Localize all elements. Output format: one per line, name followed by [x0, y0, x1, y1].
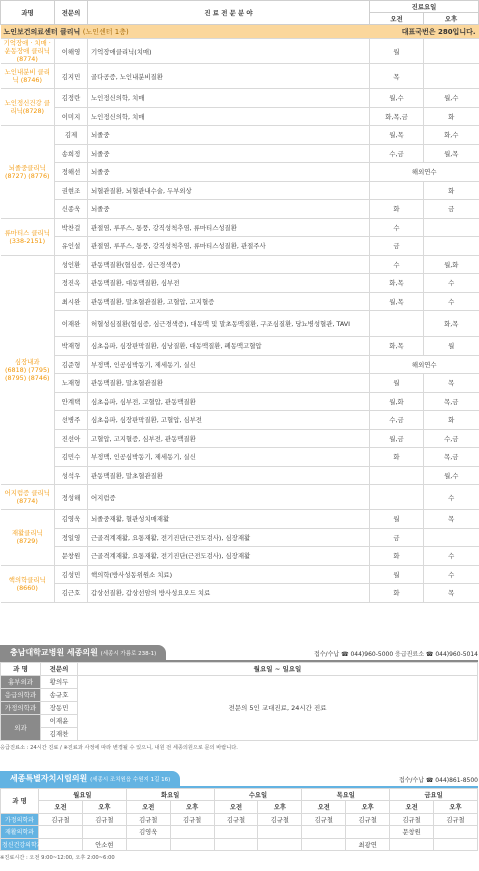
slot-cell	[434, 826, 478, 839]
table-row	[1, 218, 479, 237]
specialty-cell: 뇌졸중재활, 혈관성치매재활	[88, 510, 370, 529]
am-cell: 수,금	[370, 411, 424, 430]
specialty-cell: 기억장애클리닉(치매)	[88, 39, 370, 64]
specialty-cell: 관동맥질환, 말초혈관질환	[88, 374, 370, 393]
doctor-cell: 진선아	[55, 429, 88, 448]
slot-cell	[39, 826, 83, 839]
header-dept: 과 명	[1, 788, 39, 813]
pm-cell: 월	[424, 337, 479, 356]
table-row	[1, 547, 479, 566]
pm-cell: 수	[424, 485, 479, 510]
header-am: 오전	[302, 801, 346, 814]
specialty-cell: 골다공증, 노인내분비질환	[88, 64, 370, 89]
slot-cell: 안소현	[82, 838, 126, 851]
slot-cell	[390, 838, 434, 851]
doctor-cell: 정일영	[55, 528, 88, 547]
pm-cell: 수,금	[424, 429, 479, 448]
city-clinic-name: 세종특별자치시립의원	[10, 773, 88, 783]
table-row	[1, 39, 479, 64]
am-cell: 수	[370, 218, 424, 237]
header-pm: 오후	[434, 801, 478, 814]
pm-cell: 월,목	[424, 144, 479, 163]
dept-cell: 심장내과 (6818) (7795) (8795) (8746)	[1, 255, 55, 485]
header-am: 오전	[39, 801, 83, 814]
am-cell: 목	[370, 64, 424, 89]
sejong-clinic-address: (세종시 가름로 238-1)	[100, 650, 157, 657]
specialty-cell: 관절염, 루푸스, 통풍, 강직성척추염, 류마티스성질환, 관절주사	[88, 237, 370, 256]
am-cell: 금	[370, 528, 424, 547]
am-cell: 월,목	[370, 292, 424, 311]
pm-cell: 수	[424, 274, 479, 293]
header-doctor: 전문의	[41, 662, 78, 675]
pm-cell: 수	[424, 292, 479, 311]
slot-cell: 김규철	[170, 813, 214, 826]
sejong-clinic-header	[0, 645, 478, 662]
specialty-cell: 부정맥, 인공심박동기, 제세동기, 실신	[88, 448, 370, 467]
specialty-cell: 노인정신의학, 치매	[88, 107, 370, 126]
doctor-cell: 이재완	[55, 311, 88, 337]
dept-cell: 흉부외과	[1, 675, 41, 688]
table-row	[1, 510, 479, 529]
pm-cell	[424, 64, 479, 89]
doctor-cell: 이해영	[55, 39, 88, 64]
slot-cell	[126, 838, 170, 851]
doctor-cell: 정성해	[55, 485, 88, 510]
header-doctor: 전문의	[55, 1, 88, 25]
band-sub: (노인센터 1층)	[82, 27, 129, 36]
slot-cell: 김규철	[302, 813, 346, 826]
table-row	[1, 64, 479, 89]
header-pm: 오후	[170, 801, 214, 814]
specialty-cell: 근골격계재활, 요통재활, 전기진단(근전도검사), 심장재활	[88, 547, 370, 566]
dept-cell: 가정의학과	[1, 813, 39, 826]
slot-cell	[258, 826, 302, 839]
doctor-cell: 이미지	[55, 107, 88, 126]
doctor-cell: 최시완	[55, 292, 88, 311]
am-cell	[370, 311, 424, 337]
slot-cell: 김규철	[390, 813, 434, 826]
doctor-cell: 이재윤	[41, 714, 78, 727]
am-cell	[370, 466, 424, 485]
am-cell: 월	[370, 39, 424, 64]
slot-cell: 김규철	[434, 813, 478, 826]
header-day: 수요일	[214, 788, 302, 801]
slot-cell	[346, 826, 390, 839]
sejong-clinic-table	[0, 662, 478, 741]
header-am: 오전	[370, 13, 424, 25]
doctor-cell: 유인설	[55, 237, 88, 256]
specialty-cell: 노인정신의학, 치매	[88, 89, 370, 108]
table-row	[1, 107, 479, 126]
header-pm: 오후	[424, 13, 479, 25]
header-am: 오전	[214, 801, 258, 814]
pm-cell	[424, 39, 479, 64]
table-row	[1, 89, 479, 108]
table-row	[1, 355, 479, 374]
specialty-cell: 근골격계재활, 요통재활, 전기진단(근전도검사), 심장재활	[88, 528, 370, 547]
header-specialty: 진 료 전 문 분 야	[88, 1, 370, 25]
table-row	[1, 274, 479, 293]
am-cell: 수,금	[370, 144, 424, 163]
specialty-cell: 심초음파, 심부전, 고혈압, 관동맥질환	[88, 392, 370, 411]
doctor-cell: 선병주	[55, 411, 88, 430]
dept-cell: 가정의학과	[1, 701, 41, 714]
table-row	[1, 163, 479, 182]
specialty-cell: 관절염, 루푸스, 통풍, 강직성척추염, 류마티스성질환	[88, 218, 370, 237]
doctor-cell: 김성민	[55, 565, 88, 584]
doctor-cell: 노재형	[55, 374, 88, 393]
am-cell: 화	[370, 448, 424, 467]
am-cell	[370, 485, 424, 510]
specialty-cell: 관동맥질환(협심증, 심근경색증)	[88, 255, 370, 274]
city-clinic-contact: 접수/수납 ☎ 044)861-8500	[398, 776, 478, 784]
am-cell: 월	[370, 374, 424, 393]
header-day: 월요일	[39, 788, 127, 801]
pm-cell: 목	[424, 510, 479, 529]
band-title: 노인보건의료센터 클리닉	[3, 27, 81, 36]
header-day: 목요일	[302, 788, 390, 801]
doctor-cell: 성석우	[55, 466, 88, 485]
sejong-clinic-note: 응급진료소 : 24시간 진료 / ※진료과 사정에 따라 변경될 수 있으니, 내원 전 세종의원으로 문의 바랍니다.	[0, 744, 238, 751]
table-row	[1, 838, 478, 851]
header-day: 금요일	[390, 788, 478, 801]
doctor-cell: 권현조	[55, 181, 88, 200]
table-row	[1, 126, 479, 145]
header-pm: 오후	[258, 801, 302, 814]
table-row	[1, 429, 479, 448]
specialty-cell: 갑상선질환, 갑상선암의 방사성요오드 치료	[88, 584, 370, 603]
table-row	[1, 411, 479, 430]
pm-cell: 화	[424, 411, 479, 430]
pm-cell: 화,수	[424, 126, 479, 145]
doctor-cell: 문창원	[55, 547, 88, 566]
dept-cell: 기억장애 · 치매 · 운동장애 클리닉(8774)	[1, 39, 55, 64]
specialty-cell: 심초음파, 심장판막질환, 고혈압, 심부전	[88, 411, 370, 430]
sejong-clinic-title	[0, 645, 166, 660]
slot-cell: 김규철	[126, 813, 170, 826]
city-clinic-address: (세종시 조치원읍 수원지 1길 16)	[90, 776, 171, 783]
am-cell: 금	[370, 237, 424, 256]
specialty-cell: 뇌혈관질환, 뇌혈관내수술, 두부외상	[88, 181, 370, 200]
am-cell: 월	[370, 565, 424, 584]
doctor-cell: 박찬걸	[55, 218, 88, 237]
pm-cell: 화	[424, 107, 479, 126]
slot-cell: 김규철	[82, 813, 126, 826]
specialty-cell: 관동맥질환, 말초혈관질환	[88, 466, 370, 485]
table-row	[1, 528, 479, 547]
pm-cell: 목,금	[424, 392, 479, 411]
dept-cell: 노인정신건강 클리닉(8728)	[1, 89, 55, 126]
slot-cell	[170, 826, 214, 839]
table-row	[1, 237, 479, 256]
table-row	[1, 675, 478, 688]
slot-cell: 김규철	[258, 813, 302, 826]
header-dept: 과명	[1, 1, 55, 25]
pm-cell: 목	[424, 584, 479, 603]
table-row	[1, 200, 479, 219]
doctor-cell: 김지민	[55, 64, 88, 89]
doctor-cell: 김영욱	[55, 510, 88, 529]
specialty-cell: 허혈성심질환(협심증, 심근경색증), 대동맥 및 말초동맥질환, 구조심질환, 당뇨병성혈관, TAVI	[88, 311, 370, 337]
sejong-clinic-name: 충남대학교병원 세종의원	[10, 647, 98, 657]
doctor-cell: 황의두	[41, 675, 78, 688]
doctor-cell: 장동민	[41, 701, 78, 714]
slot-cell	[214, 826, 258, 839]
city-clinic-title	[0, 771, 180, 786]
dept-cell: 노인내분비 클리닉 (8746)	[1, 64, 55, 89]
table-row	[1, 181, 479, 200]
pm-cell	[424, 218, 479, 237]
slot-cell	[302, 826, 346, 839]
specialty-cell: 부정맥, 인공심박동기, 제세동기, 실신	[88, 355, 370, 374]
table-row	[1, 255, 479, 274]
slot-cell	[434, 838, 478, 851]
doctor-cell: 송규호	[41, 688, 78, 701]
slot-cell	[258, 838, 302, 851]
doctor-cell: 김근호	[55, 584, 88, 603]
pm-cell: 수	[424, 565, 479, 584]
doctor-cell: 안계택	[55, 392, 88, 411]
am-cell: 수	[370, 255, 424, 274]
slot-cell	[39, 838, 83, 851]
am-cell: 화	[370, 584, 424, 603]
header-day: 월요일 ~ 일요일	[78, 662, 478, 675]
section-band	[1, 25, 479, 39]
dept-cell: 응급의학과	[1, 688, 41, 701]
am-cell: 화,목	[370, 274, 424, 293]
table-row	[1, 565, 479, 584]
table-row	[1, 144, 479, 163]
doctor-cell: 정해선	[55, 163, 88, 182]
pm-cell: 수	[424, 547, 479, 566]
dept-cell: 류마티스 클리닉 (338-2151)	[1, 218, 55, 255]
specialty-cell: 관동맥질환, 대동맥질환, 심부전	[88, 274, 370, 293]
pm-cell: 월,수	[424, 466, 479, 485]
doctor-cell: 박재형	[55, 337, 88, 356]
dept-cell: 재활클리닉 (8729)	[1, 510, 55, 566]
slot-cell	[302, 838, 346, 851]
slot-cell: 최광연	[346, 838, 390, 851]
sejong-clinic-contact: 접수/수납 ☎ 044)960-5000 응급진료소 ☎ 044)960-5014	[313, 650, 478, 658]
header-day: 화요일	[126, 788, 214, 801]
header-am: 오전	[390, 801, 434, 814]
table-row	[1, 337, 479, 356]
table-row	[1, 392, 479, 411]
specialty-cell: 심초음파, 심장판막질환, 심낭질환, 대동맥질환, 폐동맥고혈압	[88, 337, 370, 356]
dept-cell: 핵의학클리닉 (8660)	[1, 565, 55, 602]
header-day: 진료요일	[370, 1, 479, 13]
header-pm: 오후	[82, 801, 126, 814]
pm-cell: 월,수	[424, 89, 479, 108]
doctor-cell: 송희정	[55, 144, 88, 163]
dept-cell: 외과	[1, 714, 41, 740]
header-am: 오전	[126, 801, 170, 814]
doctor-cell: 김제	[55, 126, 88, 145]
dept-cell: 뇌졸중클리닉 (8727) (8776)	[1, 126, 55, 219]
dept-cell: 어지럼증 클리닉(8774)	[1, 485, 55, 510]
specialty-cell: 핵의학(방사성동위원소 치료)	[88, 565, 370, 584]
specialty-cell: 뇌졸중	[88, 144, 370, 163]
slot-cell	[82, 826, 126, 839]
slot-cell	[214, 838, 258, 851]
header-pm: 오후	[346, 801, 390, 814]
pm-cell: 화	[424, 181, 479, 200]
am-cell: 월,화	[370, 392, 424, 411]
specialty-cell: 관동맥질환, 말초혈관질환, 고혈압, 고지혈증	[88, 292, 370, 311]
table-row	[1, 311, 479, 337]
header-dept: 과 명	[1, 662, 41, 675]
doctor-cell: 김재찬	[41, 727, 78, 740]
pm-cell: 월,화	[424, 255, 479, 274]
table-row	[1, 466, 479, 485]
doctor-cell: 신종욱	[55, 200, 88, 219]
am-cell	[370, 181, 424, 200]
am-cell: 화,목,금	[370, 107, 424, 126]
doctor-cell: 김정란	[55, 89, 88, 108]
pm-cell: 화,목	[424, 311, 479, 337]
table-row	[1, 374, 479, 393]
am-cell: 월,수	[370, 89, 424, 108]
specialty-cell: 어지럼증	[88, 485, 370, 510]
specialty-cell: 뇌졸중	[88, 200, 370, 219]
pm-cell: 목	[424, 374, 479, 393]
schedule-cell: 전문의 5인 교대진료, 24시간 진료	[78, 675, 478, 740]
city-clinic-note: ※진료시간 : 오전 9:00~12:00, 오후 2:00~6:00	[0, 855, 115, 861]
city-clinic-header	[0, 771, 478, 788]
slot-cell: 김규철	[346, 813, 390, 826]
table-row	[1, 292, 479, 311]
am-cell: 월	[370, 510, 424, 529]
pm-cell: 목,금	[424, 448, 479, 467]
slot-cell: 김영욱	[126, 826, 170, 839]
specialty-cell: 뇌졸중	[88, 163, 370, 182]
overseas-cell: 해외연수	[370, 355, 479, 374]
pm-cell	[424, 237, 479, 256]
am-cell: 화	[370, 547, 424, 566]
doctor-cell: 성인환	[55, 255, 88, 274]
table-row	[1, 485, 479, 510]
slot-cell: 문창원	[390, 826, 434, 839]
table-row	[1, 584, 479, 603]
pm-cell	[424, 528, 479, 547]
am-cell: 월,금	[370, 429, 424, 448]
slot-cell: 김규철	[39, 813, 83, 826]
specialty-cell: 뇌졸중	[88, 126, 370, 145]
slot-cell	[170, 838, 214, 851]
pm-cell: 금	[424, 200, 479, 219]
city-clinic-table	[0, 788, 478, 852]
am-cell: 월,목	[370, 126, 424, 145]
am-cell: 화	[370, 200, 424, 219]
dept-cell: 정신건강의학과	[1, 838, 39, 851]
am-cell: 화,목	[370, 337, 424, 356]
slot-cell: 김규철	[214, 813, 258, 826]
table-row	[1, 813, 478, 826]
overseas-cell: 해외연수	[370, 163, 479, 182]
specialty-cell: 고혈압, 고지혈증, 심부전, 관동맥질환	[88, 429, 370, 448]
table-row	[1, 826, 478, 839]
table-row	[1, 448, 479, 467]
dept-cell: 재활의학과	[1, 826, 39, 839]
doctor-cell: 정진옥	[55, 274, 88, 293]
doctor-cell: 김민수	[55, 448, 88, 467]
band-rep: 대표국번은 280입니다.	[370, 25, 479, 39]
doctor-cell: 김준형	[55, 355, 88, 374]
